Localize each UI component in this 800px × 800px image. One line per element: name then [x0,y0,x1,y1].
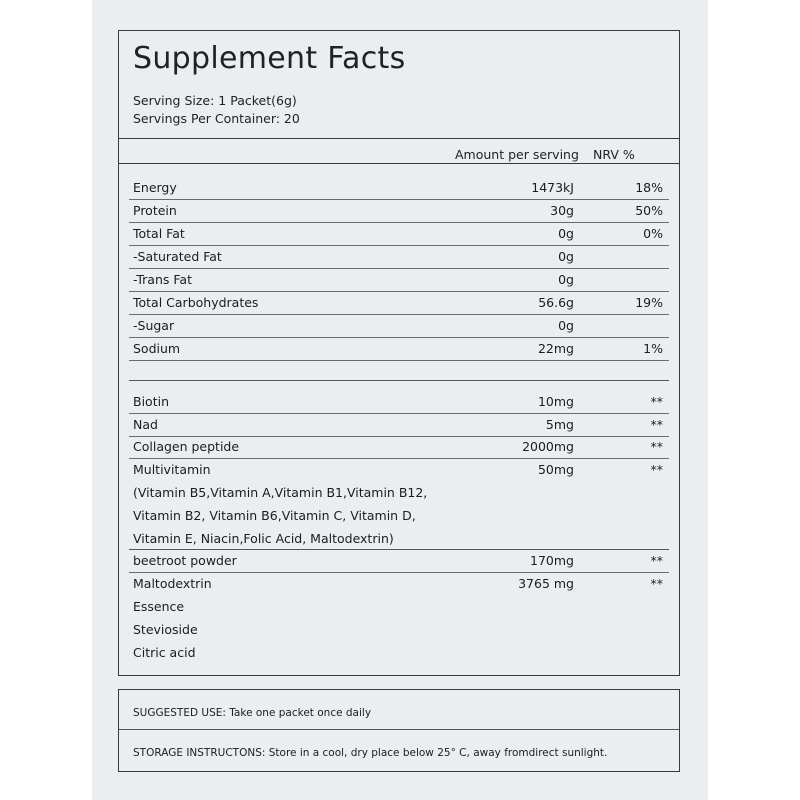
nutrient-amount: 0g [558,249,574,264]
nutrient-nrv: 19% [635,295,663,310]
nutrient-nrv: 18% [635,180,663,195]
nutrient-amount: 1473kJ [531,180,574,195]
multivitamin-detail-line: Vitamin B2, Vitamin B6,Vitamin C, Vitamin D, [133,508,416,523]
nutrient-row [129,246,669,269]
nutrient-name: -Sugar [133,318,175,333]
nutrient-name: -Saturated Fat [133,249,222,264]
ingredient-nrv: ** [650,576,663,591]
nutrient-amount: 22mg [537,341,574,356]
nutrient-name: Total Fat [133,226,185,241]
other-ingredient: Stevioside [133,622,198,637]
ingredient-nrv: ** [650,462,663,477]
ingredient-row [129,436,669,459]
nutrient-name: Energy [133,180,177,195]
ingredient-name: Multivitamin [133,462,211,477]
ingredient-row [129,573,669,595]
serving-size: Serving Size: 1 Packet(6g) [133,93,297,108]
nutrient-row [129,223,669,246]
nutrient-row [129,338,669,361]
nutrient-name: Protein [133,203,177,218]
ingredient-nrv: ** [650,553,663,568]
ingredients-divider [129,380,669,381]
ingredient-nrv: ** [650,394,663,409]
ingredient-amount: 5mg [545,417,574,432]
ingredient-row [129,550,669,573]
nutrient-name: Total Carbohydrates [133,295,259,310]
ingredient-nrv: ** [650,439,663,454]
nutrient-row [129,315,669,338]
ingredient-name: Collagen peptide [133,439,240,454]
multivitamin-detail-line: (Vitamin B5,Vitamin A,Vitamin B1,Vitamin B12, [133,485,428,500]
servings-per-container: Servings Per Container: 20 [133,111,300,126]
ingredient-name: Nad [133,417,158,432]
nutrient-nrv: 0% [643,226,663,241]
ingredient-name: Biotin [133,394,169,409]
nrv-column-header: NRV % [593,147,635,162]
ingredient-amount: 170mg [530,553,574,568]
nutrient-nrv: 1% [643,341,663,356]
header-divider [119,138,679,139]
suggested-use: SUGGESTED USE: Take one packet once daily [133,707,372,719]
ingredient-row [129,414,669,437]
column-header-divider [119,163,679,164]
nutrient-row [129,269,669,292]
nutrient-name: -Trans Fat [133,272,192,287]
nutrient-row [129,292,669,315]
usage-divider [119,729,679,730]
other-ingredient: Essence [133,599,185,614]
supplement-facts-panel [118,30,680,676]
nutrient-amount: 0g [558,272,574,287]
ingredient-row [129,391,669,414]
nutrient-amount: 56.6g [538,295,574,310]
ingredient-amount: 3765 mg [518,576,574,591]
ingredient-name: Maltodextrin [133,576,212,591]
ingredient-amount: 10mg [537,394,574,409]
nutrient-nrv: 50% [635,203,663,218]
ingredient-amount: 2000mg [522,439,574,454]
facts-title: Supplement Facts [133,41,406,76]
ingredient-row [129,459,669,481]
nutrient-row [129,177,669,200]
multivitamin-detail-line: Vitamin E, Niacin,Folic Acid, Maltodextrin) [133,531,394,546]
ingredient-name: beetroot powder [133,553,237,568]
nutrient-amount: 0g [558,226,574,241]
ingredient-nrv: ** [650,417,663,432]
usage-panel [118,689,680,772]
other-ingredient: Citric acid [133,645,196,660]
nutrient-row [129,200,669,223]
amount-column-header: Amount per serving [455,147,579,162]
nutrient-name: Sodium [133,341,181,356]
nutrient-amount: 30g [550,203,574,218]
ingredient-amount: 50mg [537,462,574,477]
nutrient-amount: 0g [558,318,574,333]
storage-instructions: STORAGE INSTRUCTONS: Store in a cool, dry place below 25° C, away fromdirect sunlight. [133,747,608,759]
